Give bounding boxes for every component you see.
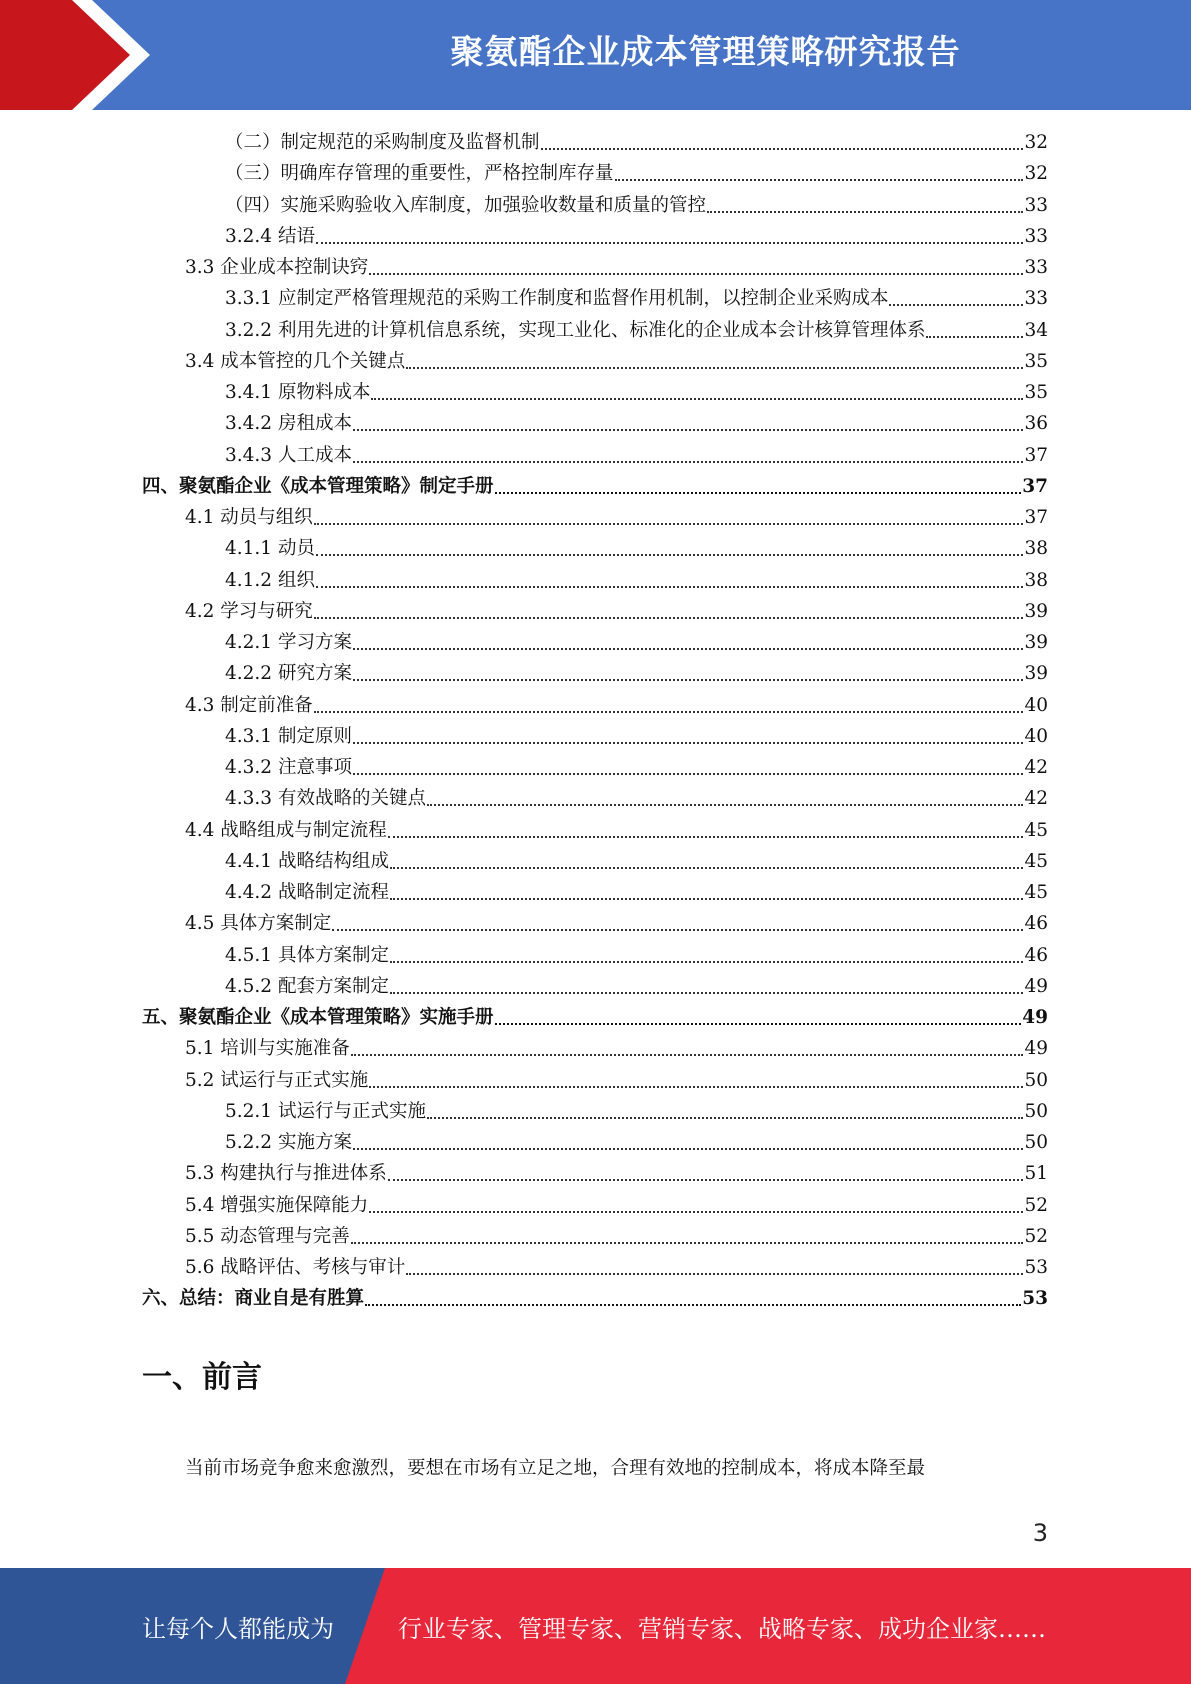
toc-entry[interactable] <box>185 1065 1048 1096</box>
toc-entry-title: 5.2.1 试运行与正式实施 <box>225 1100 426 1122</box>
toc-entry[interactable] <box>185 690 1048 721</box>
toc-dot-leader <box>351 1242 1024 1244</box>
toc-dot-leader <box>615 179 1024 181</box>
toc-entry-title: 5.1 培训与实施准备 <box>185 1038 350 1060</box>
footer-slogan-left: 让每个人都能成为 <box>142 1615 334 1643</box>
page-header <box>0 0 1191 110</box>
toc-entry-page: 49 <box>1024 1038 1048 1060</box>
toc-dot-leader <box>353 429 1024 431</box>
toc-entry[interactable] <box>185 1252 1048 1283</box>
toc-entry-title: 5.6 战略评估、考核与审计 <box>185 1257 406 1278</box>
toc-entry[interactable] <box>185 346 1048 377</box>
toc-dot-leader <box>369 273 1023 275</box>
toc-entry-title: 5.2 试运行与正式实施 <box>185 1069 369 1091</box>
toc-dot-leader <box>406 1273 1023 1275</box>
toc-entry[interactable] <box>185 502 1048 533</box>
toc-entry-page: 46 <box>1024 913 1048 935</box>
toc-entry[interactable] <box>185 596 1048 627</box>
toc-entry[interactable] <box>185 252 1048 283</box>
toc-entry-page: 45 <box>1024 882 1048 903</box>
toc-entry-page: 32 <box>1024 163 1048 185</box>
toc-entry-title: 四、聚氨酯企业《成本管理策略》制定手册 <box>142 475 494 497</box>
toc-entry-title: 4.5 具体方案制定 <box>185 913 332 935</box>
toc-dot-leader <box>353 742 1024 744</box>
toc-entry-title: 4.3 制定前准备 <box>185 694 313 716</box>
toc-entry-title: 4.5.1 具体方案制定 <box>225 944 389 966</box>
toc-entry-page: 33 <box>1024 288 1048 310</box>
header-red-chevron <box>0 0 130 110</box>
toc-entry[interactable] <box>225 1127 1048 1158</box>
toc-entry-page: 50 <box>1024 1132 1048 1153</box>
toc-entry[interactable] <box>225 1096 1048 1127</box>
toc-entry-title: 4.1 动员与组织 <box>185 507 313 528</box>
toc-entry-title: （二）制定规范的采购制度及监督机制 <box>225 132 540 153</box>
toc-entry-title: 4.3.2 注意事项 <box>225 757 352 778</box>
toc-entry-page: 36 <box>1024 413 1048 435</box>
toc-dot-leader <box>351 1054 1024 1056</box>
toc-entry-page: 52 <box>1024 1225 1048 1247</box>
toc-entry[interactable] <box>225 565 1048 596</box>
toc-dot-leader <box>353 773 1024 775</box>
toc-dot-leader <box>314 523 1024 525</box>
toc-dot-leader <box>926 336 1023 338</box>
toc-entry[interactable] <box>225 846 1048 877</box>
toc-entry[interactable] <box>225 721 1048 752</box>
toc-dot-leader <box>369 1211 1023 1213</box>
toc-entry-title: 3.2.2 利用先进的计算机信息系统，实现工业化、标准化的企业成本会计核算管理体系 <box>225 319 926 341</box>
toc-entry[interactable] <box>225 440 1048 471</box>
toc-entry-page: 45 <box>1024 850 1048 872</box>
toc-entry-title: 六、总结：商业自是有胜算 <box>142 1288 365 1310</box>
toc-dot-leader <box>427 804 1023 806</box>
toc-entry-page: 39 <box>1024 600 1048 622</box>
toc-dot-leader <box>314 711 1024 713</box>
toc-entry-title: 4.1.1 动员 <box>225 538 315 560</box>
toc-entry-page: 33 <box>1024 194 1048 216</box>
toc-entry-title: （四）实施采购验收入库制度，加强验收数量和质量的管控 <box>225 194 707 216</box>
toc-entry-page: 37 <box>1022 475 1048 497</box>
toc-entry-title: 3.4 成本管控的几个关键点 <box>185 350 406 372</box>
toc-entry-page: 52 <box>1024 1194 1048 1216</box>
toc-dot-leader <box>353 679 1024 681</box>
toc-dot-leader <box>495 1023 1022 1025</box>
toc-entry-title: （三）明确库存管理的重要性，严格控制库存量 <box>225 163 614 185</box>
toc-entry[interactable] <box>225 971 1048 1002</box>
toc-dot-leader <box>353 1148 1024 1150</box>
toc-entry[interactable] <box>185 1190 1048 1221</box>
toc-entry-title: 3.4.1 原物料成本 <box>225 382 371 403</box>
toc-dot-leader <box>316 242 1024 244</box>
toc-entry[interactable] <box>225 752 1048 783</box>
section-heading: 一、前言 <box>142 1360 262 1395</box>
toc-entry[interactable] <box>225 408 1048 439</box>
toc-entry-title: 4.3.3 有效战略的关键点 <box>225 788 426 810</box>
toc-entry[interactable] <box>185 815 1048 846</box>
toc-entry-title: 4.4 战略组成与制定流程 <box>185 819 387 841</box>
toc-entry-page: 51 <box>1024 1163 1048 1185</box>
toc-entry-title: 4.2.1 学习方案 <box>225 632 352 653</box>
toc-entry-page: 49 <box>1024 975 1048 997</box>
toc-entry-page: 50 <box>1024 1100 1048 1122</box>
toc-entry-page: 39 <box>1024 632 1048 653</box>
toc-entry[interactable] <box>225 221 1048 252</box>
toc-entry[interactable] <box>225 658 1048 689</box>
toc-entry-page: 45 <box>1024 819 1048 841</box>
toc-dot-leader <box>332 929 1023 931</box>
toc-entry-page: 38 <box>1024 538 1048 560</box>
toc-dot-leader <box>369 1086 1023 1088</box>
toc-entry[interactable] <box>142 1283 1048 1314</box>
toc-dot-leader <box>390 961 1023 963</box>
toc-entry-title: 5.3 构建执行与推进体系 <box>185 1163 387 1185</box>
toc-entry-page: 53 <box>1024 1257 1048 1278</box>
toc-dot-leader <box>390 867 1023 869</box>
intro-paragraph: 当前市场竞争愈来愈激烈，要想在市场有立足之地，合理有效地的控制成本，将成本降至最 <box>185 1458 926 1479</box>
toc-dot-leader <box>353 648 1024 650</box>
toc-entry-title: 4.5.2 配套方案制定 <box>225 975 389 997</box>
toc-entry-page: 37 <box>1024 444 1048 466</box>
toc-entry[interactable] <box>225 158 1048 189</box>
toc-entry[interactable] <box>225 627 1048 658</box>
toc-dot-leader <box>889 304 1023 306</box>
toc-entry-title: 4.3.1 制定原则 <box>225 725 352 747</box>
toc-entry-title: 五、聚氨酯企业《成本管理策略》实施手册 <box>142 1007 494 1028</box>
toc-entry-page: 50 <box>1024 1069 1048 1091</box>
toc-entry-page: 49 <box>1022 1007 1048 1028</box>
toc-entry-page: 39 <box>1024 663 1048 685</box>
toc-entry-title: 4.2 学习与研究 <box>185 600 313 622</box>
toc-entry[interactable] <box>185 1221 1048 1252</box>
toc-entry-page: 33 <box>1024 257 1048 278</box>
toc-dot-leader <box>427 1117 1023 1119</box>
toc-dot-leader <box>707 211 1023 213</box>
toc-entry[interactable] <box>225 377 1048 408</box>
toc-entry[interactable] <box>225 283 1048 314</box>
toc-entry-page: 40 <box>1024 694 1048 716</box>
toc-entry-title: 3.3 企业成本控制诀窍 <box>185 257 369 278</box>
toc-entry-title: 5.2.2 实施方案 <box>225 1132 352 1153</box>
toc-entry-title: 3.4.3 人工成本 <box>225 444 352 466</box>
toc-entry-title: 3.4.2 房租成本 <box>225 413 352 435</box>
toc-entry-page: 35 <box>1024 350 1048 372</box>
toc-dot-leader <box>495 492 1022 494</box>
toc-entry-page: 53 <box>1022 1288 1048 1310</box>
toc-dot-leader <box>388 836 1024 838</box>
toc-dot-leader <box>541 148 1024 150</box>
toc-dot-leader <box>316 586 1024 588</box>
toc-dot-leader <box>390 992 1023 994</box>
toc-entry[interactable] <box>225 940 1048 971</box>
toc-dot-leader <box>365 1304 1021 1306</box>
toc-dot-leader <box>390 898 1023 900</box>
toc-dot-leader <box>406 367 1023 369</box>
toc-entry[interactable] <box>142 1002 1048 1033</box>
toc-entry-title: 5.5 动态管理与完善 <box>185 1225 350 1247</box>
toc-entry-title: 4.1.2 组织 <box>225 569 315 591</box>
toc-dot-leader <box>353 461 1024 463</box>
toc-entry-page: 37 <box>1024 507 1048 528</box>
toc-entry-title: 4.2.2 研究方案 <box>225 663 352 685</box>
toc-entry-page: 46 <box>1024 944 1048 966</box>
toc-dot-leader <box>371 398 1023 400</box>
page-footer <box>0 1568 1191 1684</box>
toc-entry[interactable] <box>185 1033 1048 1064</box>
toc-entry-title: 3.3.1 应制定严格管理规范的采购工作制度和监督作用机制，以控制企业采购成本 <box>225 288 889 310</box>
toc-entry[interactable] <box>225 127 1048 158</box>
toc-entry-page: 42 <box>1024 788 1048 810</box>
toc-entry[interactable] <box>142 471 1048 502</box>
toc-entry-title: 4.4.2 战略制定流程 <box>225 882 389 903</box>
toc-entry-page: 33 <box>1024 225 1048 247</box>
toc-dot-leader <box>388 1179 1024 1181</box>
document-title: 聚氨酯企业成本管理策略研究报告 <box>450 32 961 71</box>
toc-entry-page: 42 <box>1024 757 1048 778</box>
toc-entry[interactable] <box>225 190 1048 221</box>
footer-slogan-right: 行业专家、管理专家、营销专家、战略专家、成功企业家…… <box>398 1615 1046 1643</box>
toc-entry-title: 5.4 增强实施保障能力 <box>185 1194 369 1216</box>
toc-dot-leader <box>316 554 1024 556</box>
toc-entry-title: 4.4.1 战略结构组成 <box>225 850 389 872</box>
page-number: 3 <box>1032 1519 1048 1547</box>
toc-entry-page: 34 <box>1024 319 1048 341</box>
toc-entry-page: 35 <box>1024 382 1048 403</box>
toc-entry[interactable] <box>185 908 1048 939</box>
toc-entry-page: 38 <box>1024 569 1048 591</box>
toc-entry-page: 32 <box>1024 132 1048 153</box>
toc-entry[interactable] <box>225 877 1048 908</box>
toc-entry[interactable] <box>225 315 1048 346</box>
toc-entry-page: 40 <box>1024 725 1048 747</box>
toc-entry[interactable] <box>225 533 1048 564</box>
toc-entry[interactable] <box>225 783 1048 814</box>
toc-entry-title: 3.2.4 结语 <box>225 225 315 247</box>
toc-entry[interactable] <box>185 1158 1048 1189</box>
toc-dot-leader <box>314 617 1024 619</box>
